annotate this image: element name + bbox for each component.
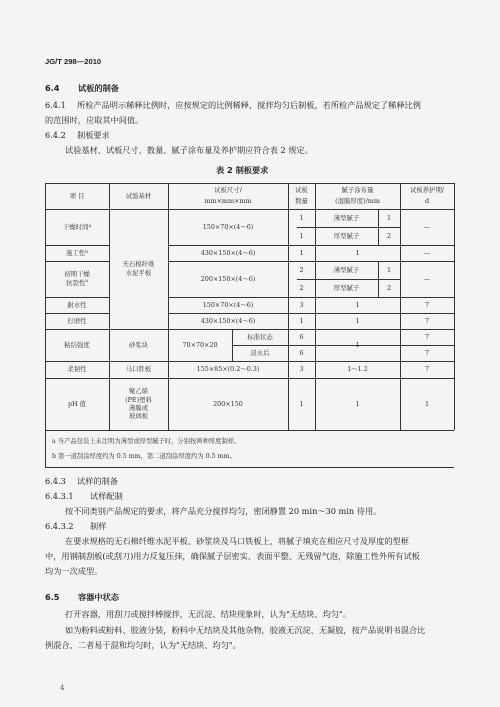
table-substrate-cell: 聚乙烯 (PE)塑料 薄膜或 玻璃板: [125, 387, 152, 421]
clause-text: 中，用钢制刮板(或刮刀)用力反复压抹，确保腻子层密实、表面平整、无残留气泡，除施工性外所有试板: [45, 551, 420, 561]
table-header-cure-unit: d: [424, 197, 430, 206]
table-qty-cell: 1: [299, 213, 304, 222]
table-header-amount: 腻子涂布量: [341, 186, 374, 195]
document-header: JG/T 298—2010: [45, 57, 102, 66]
table-header-substrate: 试验基材: [125, 191, 152, 200]
table-size-cell: 430×150×(4～6): [200, 316, 256, 325]
table-cure-cell: —: [423, 222, 431, 231]
table-row-label: 粘结强度: [64, 340, 90, 349]
table-qty-cell: 6: [299, 332, 304, 341]
clause-text: 在要求规格的无石棉纤维水泥平板、砂浆块及马口铁板上，将腻子填充在相应尺寸及厚度的型框: [65, 536, 409, 546]
table-cure-cell: 1: [424, 399, 430, 408]
bond-state-soaked: 浸水后: [250, 348, 270, 357]
table-amount-cell: 1: [355, 399, 360, 408]
clause-text: 试验基材、试板尺寸、数量、腻子涂布量及养护期应符合表 2 规定。: [65, 145, 313, 155]
table-row-label: 耐水性: [67, 300, 87, 309]
table-qty-cell: 1: [299, 399, 304, 408]
section-title: 试板的制备: [78, 83, 119, 93]
table-amount-cell: 1: [386, 213, 392, 222]
table-qty-cell: 1: [299, 316, 304, 325]
table-bottom-border: [45, 467, 454, 468]
table-header-qty: 试板: [295, 186, 308, 195]
table-header-amount-unit: (湿膜厚度)/mm: [335, 197, 380, 206]
table-qty-cell: 2: [299, 283, 304, 292]
clause-number: 6.4.3.2: [45, 521, 74, 531]
clause-text: 的范围时，应取其中间值。: [45, 115, 144, 125]
table-header-cure: 试板养护期/: [409, 186, 445, 195]
table-right-border: [454, 183, 455, 430]
clause-number: 6.4.2: [45, 130, 66, 140]
clause-text: 打开容器，用刮刀或搅拌棒搅拌，无沉淀、结块现象时，认为"无结块、均匀"。: [65, 609, 351, 619]
section-number: 6.4: [45, 83, 60, 93]
table-size-cell: 430×150×(4～6): [200, 248, 256, 257]
table-cure-cell: —: [423, 274, 431, 283]
table-substrate-cell: 马口铁板: [125, 365, 152, 374]
table-qty-cell: 3: [299, 300, 304, 309]
table-substrate-cell: 砂浆块: [128, 340, 149, 349]
table-qty-cell: 6: [299, 348, 304, 357]
page-number: 4: [60, 684, 65, 692]
clause-number: 6.4.3.1: [45, 491, 74, 501]
clause-text: 如为粉料或粉料、胶液分装，粉料中无结块及其他杂物，胶液无沉淀、无凝胶，按产品说明书混合比: [65, 625, 426, 635]
table-amount-cell: 1: [355, 316, 360, 325]
clause-number: 6.4.3: [45, 476, 66, 486]
table-row-label: 柔韧性: [67, 365, 87, 374]
table-amount-cell: 1: [355, 340, 360, 349]
table-amount-label: 薄型腻子: [333, 265, 360, 274]
table-cure-cell: 7: [424, 365, 430, 374]
table-cure-cell: 7: [424, 316, 430, 325]
table-row-label: 打磨性: [67, 316, 87, 325]
section-title: 容器中状态: [78, 592, 119, 602]
table-size-cell: 200×150: [213, 399, 243, 408]
table-amount-label: 厚型腻子: [333, 283, 360, 292]
table-qty-cell: 3: [299, 365, 304, 374]
table-row-label: pH 值: [67, 399, 87, 408]
table-amount-cell: 2: [386, 231, 392, 240]
clause-title: 制样: [90, 521, 107, 531]
table-header-size: 试板尺寸/: [214, 186, 242, 195]
table-cure-cell: 7: [424, 300, 430, 309]
table-amount-label: 薄型腻子: [333, 213, 360, 222]
table-amount-cell: 1: [355, 300, 360, 309]
table-caption: 表 2 制板要求: [216, 165, 269, 175]
table-header-size-unit: mm×mm×mm: [204, 197, 252, 206]
clause-text: 例混合，二者易于混和均匀时，认为"无结块、均匀"。: [45, 640, 241, 650]
clause-text: 所检产品明示稀释比例时，应按规定的比例稀释，搅拌均匀后制板，若所检产品规定了稀释比例: [77, 100, 421, 110]
table-row-label: 干燥时间 a: [62, 222, 92, 231]
table-header-item: 项 目: [69, 191, 85, 200]
bond-state-standard: 标准状态: [247, 332, 273, 341]
table-row-label: 施工性 b: [65, 248, 89, 257]
table-rule: [45, 430, 454, 431]
table-amount-cell: 1: [355, 248, 360, 257]
clause-text: 均为一次成型。: [45, 566, 103, 576]
clause-title: 试样的制备: [77, 476, 118, 486]
table-qty-cell: 2: [299, 265, 304, 274]
table-row-label: 初期干燥 抗裂性$^a$: [64, 270, 90, 288]
table-amount-cell: 2: [386, 283, 392, 292]
table-amount-cell: 1～1.2: [347, 365, 368, 374]
clause-title: 制板要求: [77, 130, 110, 140]
clause-title: 试样配制: [90, 491, 123, 501]
table-size-cell: 155×85×(0.2～0.3): [196, 365, 260, 374]
table-amount-cell: 1: [386, 265, 392, 274]
table-cure-cell: 7: [424, 332, 430, 341]
table-size-cell: 150×70×(4～6): [202, 300, 254, 309]
table-amount-label: 厚型腻子: [333, 231, 360, 240]
table-cure-cell: 7: [424, 348, 430, 357]
table-header-qty: 数量: [295, 197, 308, 206]
table-footnote: a 当产品包装上未注明为薄型或厚型腻子时，分别按两种厚度制样。: [52, 438, 241, 445]
section-number: 6.5: [45, 592, 60, 602]
table-size-cell: 150×70×(4～6): [202, 222, 254, 231]
table-cure-cell: —: [423, 248, 431, 257]
table-substrate-cell: 无石棉纤维 水泥平板: [122, 260, 155, 277]
clause-number: 6.4.1: [45, 100, 66, 110]
table-size-cell: 70×70×20: [182, 340, 218, 349]
table-qty-cell: 1: [299, 231, 304, 240]
table-size-cell: 200×150×(4～6): [200, 274, 256, 283]
table-footnote: b 第一道刮涂厚度约为 0.5 mm，第二道刮涂厚度约为 0.5 mm。: [52, 453, 236, 460]
clause-text: 按不同类别产品规定的要求，将产品充分搅拌均匀，密闭静置 20 min～30 min 待用。: [65, 506, 382, 516]
table-qty-cell: 1: [299, 248, 304, 257]
